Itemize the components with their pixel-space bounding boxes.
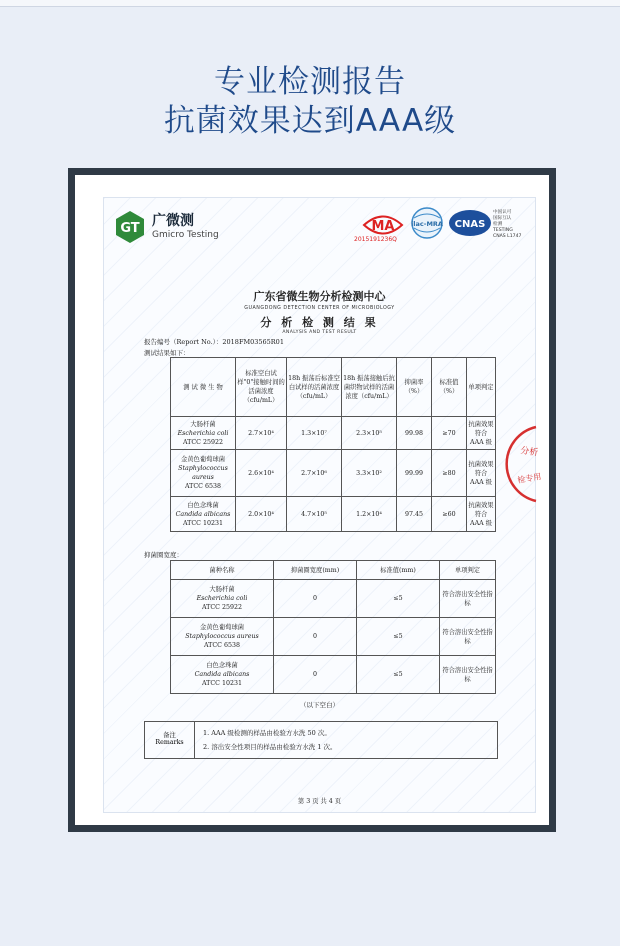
- report-paper: [103, 197, 536, 813]
- results-header-row: [171, 358, 496, 417]
- conc-18h-cell: 1.3×10⁷: [287, 417, 342, 450]
- results-header-cell: 18h 振荡接触后抗菌织物试样的活菌浓度（cfu/mL）: [342, 358, 397, 417]
- table-row: [171, 417, 496, 450]
- conc-0h-cell: 2.0×10⁴: [236, 497, 287, 532]
- microbe-atcc: ATCC 25922: [201, 604, 243, 611]
- microbe-atcc: ATCC 10231: [201, 680, 243, 687]
- logo-badge-text: GT: [120, 221, 140, 236]
- standard-cell: ≤5: [357, 656, 440, 694]
- microbe-name-cn: 白色念珠菌: [206, 662, 238, 669]
- inhibition-rate-cell: 99.98: [397, 417, 432, 450]
- judgement-line: 符合 AAA 级: [470, 429, 492, 446]
- conc-18h-cell: 4.7×10⁵: [287, 497, 342, 532]
- page-number: 第 3 页 共 4 页: [297, 798, 342, 805]
- microbe-name-latin: Candida albicans: [194, 671, 250, 678]
- cnas-mark-icon: [448, 208, 492, 238]
- report-number: 报告编号（Report No.）：2018FM03565R01: [144, 338, 284, 346]
- results-header-cell: 标准值（%）: [432, 358, 467, 417]
- cma-text: MA: [371, 219, 395, 234]
- zone-width-cell: 0: [274, 580, 357, 618]
- inhibition-header-cell: 标准值(mm): [357, 561, 440, 580]
- microbe-name-latin: Staphylococcus aureus: [178, 465, 228, 481]
- judgement-cell: [467, 417, 496, 450]
- microbe-cell: [171, 656, 274, 694]
- judgement-cell: 符合溶出安全性指标: [440, 618, 496, 656]
- blank-note: （以下空白）: [300, 701, 339, 709]
- microbe-name-cn: 大肠杆菌: [190, 420, 216, 428]
- judgement-cell: 符合溶出安全性指标: [440, 580, 496, 618]
- results-header-cell: 测 试 微 生 物: [171, 358, 236, 417]
- top-edge: [0, 0, 620, 7]
- company-logo: [114, 206, 234, 246]
- cnas-side-line: 国际互认: [493, 216, 512, 221]
- logo-name-cn: 广微测: [152, 213, 194, 229]
- judgement-cell: 符合溶出安全性指标: [440, 656, 496, 694]
- judgement-line: 抗菌效果: [468, 501, 494, 509]
- microbe-atcc: ATCC 6538: [184, 483, 222, 490]
- remarks-line: 1. AAA 级检测的样品由检验方水洗 50 次。: [203, 729, 331, 737]
- conc-test-cell: 3.3×10²: [342, 450, 397, 497]
- standard-cell: ≥70: [432, 417, 467, 450]
- table-row: [171, 618, 496, 656]
- stamp-text-1: 分析: [519, 446, 539, 459]
- microbe-name-latin: Escherichia coli: [177, 429, 229, 437]
- microbe-atcc: ATCC 25922: [182, 438, 224, 446]
- cnas-side-line: TESTING: [493, 228, 513, 233]
- microbe-cell: [171, 618, 274, 656]
- microbe-name-latin: Staphylococcus aureus: [185, 633, 259, 640]
- judgement-line: 符合 AAA 级: [470, 469, 492, 486]
- logo-name-en: Gmicro Testing: [152, 230, 219, 240]
- headline-line-1: 专业检测报告: [214, 64, 406, 100]
- results-header-cell: 18h 振荡后标准空白试样的活菌浓度（cfu/mL）: [287, 358, 342, 417]
- microbe-cell: [171, 417, 236, 450]
- conc-18h-cell: 2.7×10⁶: [287, 450, 342, 497]
- microbe-cell: [171, 450, 236, 497]
- tested-label: 测试结果如下：: [144, 349, 190, 357]
- headline-line-2: 抗菌效果达到AAA级: [163, 103, 457, 139]
- results-header-cell: 抑菌率（%）: [397, 358, 432, 417]
- inhibition-rate-cell: 99.99: [397, 450, 432, 497]
- gt-logo-icon: [114, 210, 146, 244]
- conc-0h-cell: 2.6×10⁴: [236, 450, 287, 497]
- microbe-cell: [171, 580, 274, 618]
- remarks-label: [145, 722, 195, 758]
- table-row: [171, 450, 496, 497]
- judgement-line: 符合 AAA 级: [470, 510, 492, 527]
- red-seal-stamp-icon: [496, 425, 542, 503]
- zone-width-cell: 0: [274, 618, 357, 656]
- conc-test-cell: 2.3×10⁵: [342, 417, 397, 450]
- cnas-side-text: [493, 210, 533, 240]
- results-table: [170, 357, 496, 532]
- microbe-name-latin: Escherichia coli: [196, 595, 248, 602]
- ilac-mra-icon: [408, 206, 446, 240]
- cnas-side-line: 检测: [493, 222, 503, 227]
- microbe-name-cn: 大肠杆菌: [209, 586, 235, 593]
- report-subtitle-en: ANALYSIS AND TEST RESULT: [282, 330, 357, 335]
- table-row: [171, 656, 496, 694]
- judgement-cell: [467, 450, 496, 497]
- inhibition-rate-cell: 97.45: [397, 497, 432, 532]
- standard-cell: ≥80: [432, 450, 467, 497]
- table-row: [171, 497, 496, 532]
- stamp-text-2: 检专用: [516, 471, 542, 485]
- standard-cell: ≤5: [357, 580, 440, 618]
- standard-cell: ≥60: [432, 497, 467, 532]
- results-header-cell: 单项判定: [467, 358, 496, 417]
- remarks-label-en: Remarks: [155, 739, 184, 746]
- microbe-name-cn: 金黄色葡萄球菌: [199, 624, 245, 631]
- cma-number: 2015191236Q: [354, 236, 397, 243]
- report-title-en: GUANGDONG DETECTION CENTER OF MICROBIOLOGY: [244, 306, 395, 311]
- results-header-cell: 标准空白试样"0"接触时间的活菌浓度（cfu/mL）: [236, 358, 287, 417]
- cnas-side-line: 中国认可: [493, 210, 512, 215]
- microbe-atcc: ATCC 6538: [203, 642, 241, 649]
- cnas-text: CNAS: [454, 219, 486, 230]
- remarks-box: [144, 721, 498, 759]
- microbe-cell: [171, 497, 236, 532]
- inhibition-header-row: [171, 561, 496, 580]
- conc-0h-cell: 2.7×10⁴: [236, 417, 287, 450]
- ilac-text: ilac-MRA: [411, 220, 443, 228]
- remarks-label-cn: 备注: [163, 732, 176, 739]
- zone-width-cell: 0: [274, 656, 357, 694]
- inhibition-table: [170, 560, 496, 694]
- microbe-name-cn: 金黄色葡萄球菌: [180, 456, 226, 463]
- report-frame: [68, 168, 556, 832]
- cnas-side-line: CNAS L1747: [493, 234, 522, 239]
- table-row: [171, 580, 496, 618]
- remarks-line: 2. 溶出安全性项目的样品由检验方水洗 1 次。: [203, 743, 337, 751]
- judgement-cell: [467, 497, 496, 532]
- microbe-name-cn: 白色念珠菌: [187, 501, 219, 509]
- judgement-line: 抗菌效果: [468, 460, 494, 468]
- inhibition-label: 抑菌圈宽度：: [144, 551, 183, 559]
- inhibition-header-cell: 单项判定: [440, 561, 496, 580]
- report-subtitle-cn: 分 析 检 测 结 果: [260, 316, 379, 329]
- standard-cell: ≤5: [357, 618, 440, 656]
- microbe-atcc: ATCC 10231: [182, 519, 224, 527]
- microbe-name-latin: Candida albicans: [175, 510, 231, 518]
- report-title-cn: 广东省微生物分析检测中心: [253, 290, 386, 303]
- judgement-line: 抗菌效果: [468, 420, 494, 428]
- conc-test-cell: 1.2×10⁴: [342, 497, 397, 532]
- inhibition-header-cell: 抑菌圈宽度(mm): [274, 561, 357, 580]
- inhibition-header-cell: 菌种名称: [171, 561, 274, 580]
